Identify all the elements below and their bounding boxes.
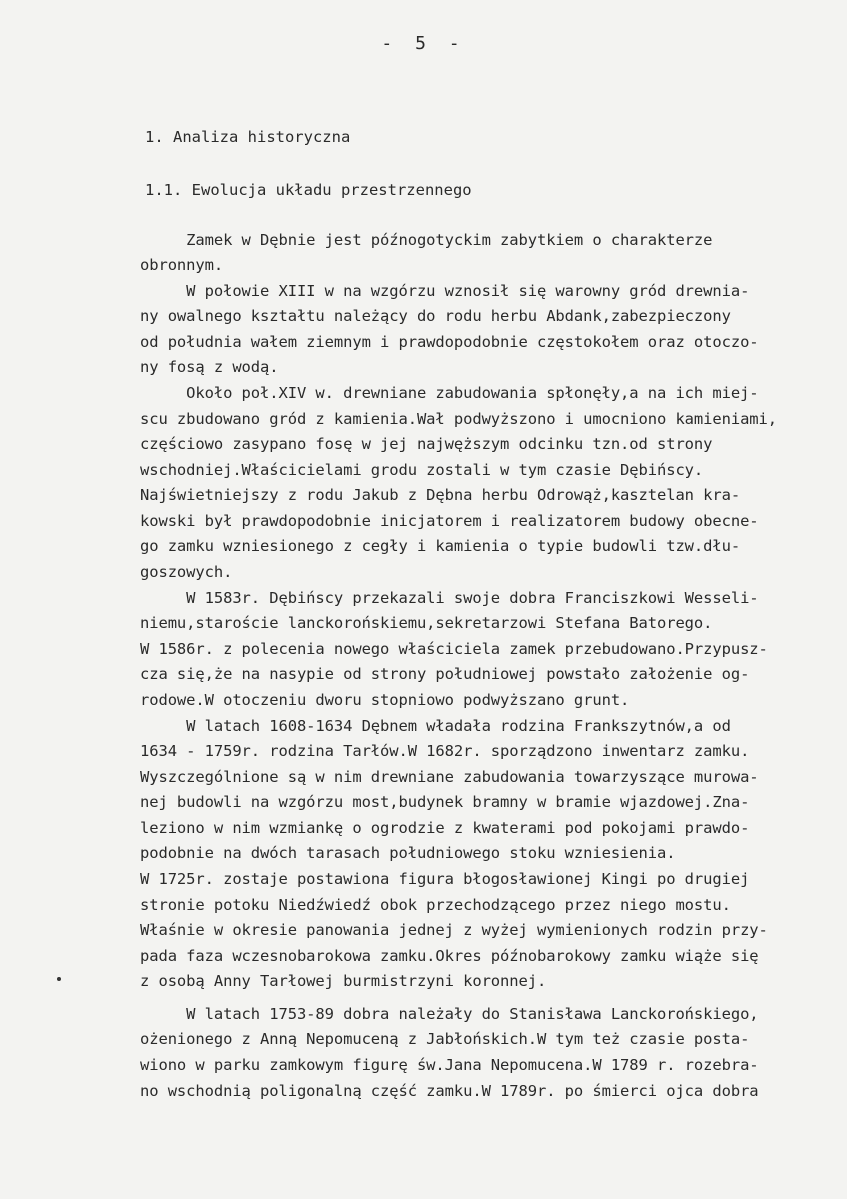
text-line: go zamku wzniesionego z cegły i kamienia o typie budowli tzw.dłu- [140,537,741,555]
text-line: wiono w parku zamkowym figurę św.Jana Nepomucena.W 1789 r. rozebra- [140,1056,759,1074]
text-line: W 1583r. Dębińscy przekazali swoje dobra Franciszkowi Wesseli- [140,589,759,607]
text-line: kowski był prawdopodobnie inicjatorem i realizatorem budowy obecne- [140,512,759,530]
text-line: Właśnie w okresie panowania jednej z wyżej wymienionych rodzin przy- [140,921,768,939]
page-number: - 5 - [381,33,466,54]
text-line: częściowo zasypano fosę w jej najwęższym odcinku tzn.od strony [140,435,713,453]
text-line: wschodniej.Właścicielami grodu zostali w tym czasie Dębińscy. [140,461,704,479]
text-line: ożenionego z Anną Nepomuceną z Jabłońskich.W tym też czasie posta- [140,1030,750,1048]
text-line: rodowe.W otoczeniu dworu stopniowo podwyższano grunt. [140,691,630,709]
text-line: scu zbudowano gród z kamienia.Wał podwyższono i umocniono kamieniami, [140,410,777,428]
text-line: obronnym. [140,256,224,274]
text-line: nej budowli na wzgórzu most,budynek bramny w bramie wjazdowej.Zna- [140,793,750,811]
text-line: Wyszczególnione są w nim drewniane zabudowania towarzyszące murowa- [140,768,759,786]
text-line: ny owalnego kształtu należący do rodu herbu Abdank,zabezpieczony [140,307,731,325]
margin-speck [57,977,61,981]
text-line: 1634 - 1759r. rodzina Tarłów.W 1682r. sporządzono inwentarz zamku. [140,742,750,760]
text-line: niemu,staroście lanckorońskiemu,sekretarzowi Stefana Batorego. [140,614,713,632]
text-line: no wschodnią poligonalną część zamku.W 1789r. po śmierci ojca dobra [140,1082,759,1100]
text-line: Około poł.XIV w. drewniane zabudowania spłonęły,a na ich miej- [140,384,759,402]
text-line: Najświetniejszy z rodu Jakub z Dębna herbu Odrowąż,kasztelan kra- [140,486,741,504]
text-line: pada faza wczesnobarokowa zamku.Okres późnobarokowy zamku wiąże się [140,947,759,965]
text-line: Zamek w Dębnie jest późnogotyckim zabytkiem o charakterze [140,231,713,249]
text-line: leziono w nim wzmiankę o ogrodzie z kwaterami pod pokojami prawdo- [140,819,750,837]
text-line: W 1725r. zostaje postawiona figura błogosławionej Kingi po drugiej [140,870,750,888]
text-line: W latach 1753-89 dobra należały do Stanisława Lanckorońskiego, [140,1005,759,1023]
text-line: z osobą Anny Tarłowej burmistrzyni koronnej. [140,972,547,990]
text-line: podobnie na dwóch tarasach południowego stoku wzniesienia. [140,844,676,862]
text-line: cza się,że na nasypie od strony południowej powstało założenie og- [140,665,750,683]
text-line: W latach 1608-1634 Dębnem władała rodzina Frankszytnów,a od [140,717,731,735]
text-line: goszowych. [140,563,233,581]
text-line: W 1586r. z polecenia nowego właściciela zamek przebudowano.Przypusz- [140,640,768,658]
text-line: ny fosą z wodą. [140,358,279,376]
text-line: od południa wałem ziemnym i prawdopodobnie częstokołem oraz otoczo- [140,333,759,351]
section-heading: 1. Analiza historyczna [145,128,351,146]
text-line: stronie potoku Niedźwiedź obok przechodzącego przez niego mostu. [140,896,731,914]
text-line: W połowie XIII w na wzgórzu wznosił się warowny gród drewnia- [140,282,750,300]
subsection-heading: 1.1. Ewolucja układu przestrzennego [145,181,472,199]
